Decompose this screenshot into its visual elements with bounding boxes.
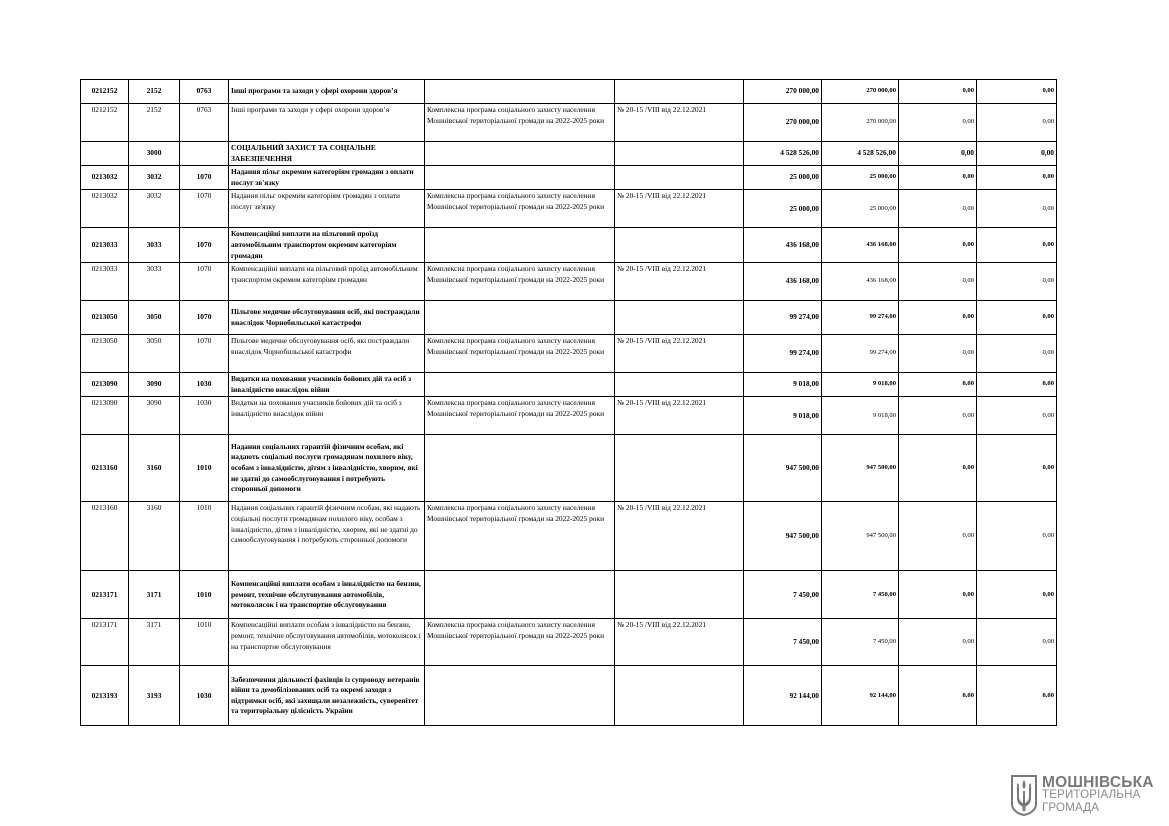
cell-local-program [425,166,615,190]
cell-total: 9 018,00 [744,397,822,435]
table-row [81,263,1057,301]
cell-development-budget: 0,00 [977,166,1057,190]
cell-local-program [425,80,615,104]
cell-general-fund: 4 528 526,00 [822,142,899,166]
table-row [81,104,1057,142]
cell-general-fund: 99 274,00 [822,335,899,373]
cell-program-name: Пільгове медичне обслуговування осіб, які постраждали внаслідок Чорнобильської катастрофи [229,301,425,335]
cell-local-program: Комплексна програма соціального захисту населення Мошнівської територіальної громади на 2022-2025 роки [425,263,615,301]
table-row-group [81,166,1057,190]
table-row-group [81,435,1057,502]
cell-special-fund: 0,00 [899,502,977,571]
cell-development-budget: 0,00 [977,666,1057,726]
cell-special-fund: 0,00 [899,571,977,619]
cell-special-fund: 0,00 [899,301,977,335]
cell-tpkvk: 3033 [129,263,180,301]
cell-program-code: 0213033 [81,263,129,301]
cell-special-fund: 0,00 [899,619,977,666]
table-row-group [81,571,1057,619]
cell-general-fund: 99 274,00 [822,301,899,335]
table-row [81,335,1057,373]
cell-special-fund: 0,00 [899,104,977,142]
cell-program-name: Надання соціальних гарантій фізичним особам, які надають соціальні послуги громадянам похилого віку, особам з інвалідністю, дітям з інвалідністю, хворим, які не здатні до самообслуговування і потребують сторонньої допомоги [229,435,425,502]
cell-total: 99 274,00 [744,301,822,335]
cell-local-program [425,571,615,619]
cell-decision: № 20-15 /VIII від 22.12.2021 [615,104,744,142]
cell-program-code: 0213160 [81,502,129,571]
cell-fkvk: 1030 [180,397,229,435]
cell-program-code: 0213032 [81,166,129,190]
table-row [81,619,1057,666]
cell-development-budget: 0,00 [977,335,1057,373]
cell-general-fund: 9 018,00 [822,373,899,397]
cell-general-fund: 92 144,00 [822,666,899,726]
table-row-group [81,80,1057,104]
cell-tpkvk: 3171 [129,571,180,619]
cell-total: 25 000,00 [744,166,822,190]
cell-development-budget: 0,00 [977,397,1057,435]
cell-general-fund: 7 450,00 [822,619,899,666]
cell-general-fund: 947 500,00 [822,435,899,502]
cell-program-name: Компенсаційні виплати на пільговий проїзд автомобільним транспортом окремим категоріям громадян [229,228,425,263]
cell-tpkvk: 3160 [129,435,180,502]
cell-special-fund: 0,00 [899,80,977,104]
cell-decision: № 20-15 /VIII від 22.12.2021 [615,619,744,666]
cell-development-budget: 0,00 [977,571,1057,619]
cell-development-budget: 0,00 [977,142,1057,166]
cell-decision [615,228,744,263]
cell-program-name: Пільгове медичне обслуговування осіб, які постраждали внаслідок Чорнобильської катастрофи [229,335,425,373]
cell-tpkvk: 3032 [129,190,180,228]
cell-general-fund: 436 168,00 [822,228,899,263]
cell-fkvk: 1010 [180,619,229,666]
cell-tpkvk: 3050 [129,301,180,335]
cell-local-program [425,373,615,397]
cell-program-code: 0213032 [81,190,129,228]
cell-local-program: Комплексна програма соціального захисту населення Мошнівської територіальної громади на 2022-2025 роки [425,104,615,142]
budget-programs-table [80,79,1057,726]
cell-program-code: 0213193 [81,666,129,726]
cell-local-program [425,301,615,335]
cell-general-fund: 25 000,00 [822,190,899,228]
cell-special-fund: 0,00 [899,142,977,166]
cell-decision: № 20-15 /VIII від 22.12.2021 [615,397,744,435]
cell-local-program [425,666,615,726]
cell-total: 270 000,00 [744,80,822,104]
cell-fkvk: 1010 [180,502,229,571]
cell-fkvk: 1010 [180,571,229,619]
cell-fkvk: 1070 [180,228,229,263]
cell-local-program: Комплексна програма соціального захисту населення Мошнівської територіальної громади на 2022-2025 роки [425,397,615,435]
cell-local-program: Комплексна програма соціального захисту населення Мошнівської територіальної громади на 2022-2025 роки [425,619,615,666]
cell-program-code [81,142,129,166]
cell-special-fund: 0,00 [899,435,977,502]
cell-program-name: СОЦІАЛЬНИЙ ЗАХИСТ ТА СОЦІАЛЬНЕ ЗАБЕЗПЕЧЕННЯ [229,142,425,166]
cell-fkvk: 1070 [180,166,229,190]
cell-program-name: Надання пільг окремим категоріям громадян з оплати послуг зв'язку [229,166,425,190]
table-row [81,397,1057,435]
cell-tpkvk: 3032 [129,166,180,190]
cell-program-code: 0213033 [81,228,129,263]
cell-tpkvk: 3160 [129,502,180,571]
cell-general-fund: 7 450,00 [822,571,899,619]
cell-development-budget: 0,00 [977,502,1057,571]
cell-fkvk: 1010 [180,435,229,502]
cell-program-code: 0212152 [81,104,129,142]
cell-program-name: Компенсаційні виплати особам з інвалідністю на бензин, ремонт, технічне обслуговування автомобілів, мотоколясок і на транспортне обслуговування [229,619,425,666]
cell-general-fund: 9 018,00 [822,397,899,435]
cell-fkvk: 0763 [180,104,229,142]
cell-total: 25 000,00 [744,190,822,228]
cell-decision [615,301,744,335]
cell-development-budget: 0,00 [977,104,1057,142]
cell-tpkvk: 2152 [129,80,180,104]
cell-program-name: Компенсаційні виплати особам з інвалідністю на бензин, ремонт, технічне обслуговування автомобілів, мотоколясок і на транспортне обслуговування [229,571,425,619]
cell-program-code: 0213160 [81,435,129,502]
cell-decision [615,80,744,104]
cell-special-fund: 0,00 [899,263,977,301]
table-row-group [81,301,1057,335]
cell-program-code: 0212152 [81,80,129,104]
cell-special-fund: 0,00 [899,190,977,228]
table-row [81,190,1057,228]
cell-total: 92 144,00 [744,666,822,726]
cell-total: 99 274,00 [744,335,822,373]
cell-program-code: 0213090 [81,373,129,397]
cell-special-fund: 0,00 [899,666,977,726]
cell-general-fund: 436 168,00 [822,263,899,301]
cell-total: 4 528 526,00 [744,142,822,166]
cell-development-budget: 0,00 [977,190,1057,228]
cell-special-fund: 0,00 [899,166,977,190]
cell-total: 9 018,00 [744,373,822,397]
cell-total: 947 500,00 [744,435,822,502]
cell-total: 7 450,00 [744,571,822,619]
cell-program-name: Видатки на поховання учасників бойових дій та осіб з інвалідністю внаслідок війни [229,397,425,435]
cell-tpkvk: 2152 [129,104,180,142]
trident-emblem-icon [1010,774,1038,816]
cell-local-program: Комплексна програма соціального захисту населення Мошнівської територіальної громади на 2022-2025 роки [425,190,615,228]
cell-development-budget: 0,00 [977,263,1057,301]
cell-tpkvk: 3193 [129,666,180,726]
cell-fkvk: 1070 [180,190,229,228]
cell-program-name: Надання соціальних гарантій фізичним особам, які надають соціальні послуги громадянам похилого віку, особам з інвалідністю, дітям з інвалідністю, хворим, які не здатні до самообслуговування і потребують сторонньої допомоги [229,502,425,571]
cell-general-fund: 270 000,00 [822,104,899,142]
cell-fkvk: 0763 [180,80,229,104]
cell-total: 436 168,00 [744,263,822,301]
cell-development-budget: 0,00 [977,301,1057,335]
cell-decision: № 20-15 /VIII від 22.12.2021 [615,335,744,373]
cell-program-code: 0213050 [81,335,129,373]
cell-tpkvk: 3090 [129,373,180,397]
logo-subtitle-1: ТЕРИТОРІАЛЬНА [1042,789,1141,801]
cell-program-name: Забезпечення діяльності фахівців із супроводу ветеранів війни та демобілізованих осіб та окремі заходи з підтримки осіб, які захищали незалежність, суверенітет та територіальну цілісність України [229,666,425,726]
cell-local-program: Комплексна програма соціального захисту населення Мошнівської територіальної громади на 2022-2025 роки [425,335,615,373]
cell-development-budget: 0,00 [977,228,1057,263]
cell-program-name: Інші програми та заходи у сфері охорони здоров’я [229,104,425,142]
cell-tpkvk: 3171 [129,619,180,666]
cell-general-fund: 947 500,00 [822,502,899,571]
cell-development-budget: 0,00 [977,373,1057,397]
table-row-group [81,666,1057,726]
cell-fkvk: 1030 [180,373,229,397]
cell-special-fund: 0,00 [899,397,977,435]
cell-development-budget: 0,00 [977,435,1057,502]
cell-decision [615,142,744,166]
cell-total: 436 168,00 [744,228,822,263]
cell-local-program [425,435,615,502]
cell-local-program [425,142,615,166]
cell-local-program: Комплексна програма соціального захисту населення Мошнівської територіальної громади на 2022-2025 роки [425,502,615,571]
cell-decision [615,166,744,190]
cell-program-name: Компенсаційні виплати на пільговий проїзд автомобільним транспортом окремим категоріям громадян [229,263,425,301]
table-row-group [81,373,1057,397]
cell-decision [615,666,744,726]
cell-total: 270 000,00 [744,104,822,142]
cell-decision: № 20-15 /VIII від 22.12.2021 [615,502,744,571]
cell-program-code: 0213050 [81,301,129,335]
community-logo [1010,774,1160,816]
logo-subtitle-2: ГРОМАДА [1042,802,1100,814]
cell-total: 947 500,00 [744,502,822,571]
cell-decision [615,435,744,502]
table-row-group [81,228,1057,263]
table-row [81,502,1057,571]
cell-tpkvk: 3033 [129,228,180,263]
cell-fkvk [180,142,229,166]
cell-fkvk: 1070 [180,301,229,335]
cell-general-fund: 25 000,00 [822,166,899,190]
cell-program-code: 0213171 [81,571,129,619]
cell-tpkvk: 3000 [129,142,180,166]
cell-development-budget: 0,00 [977,80,1057,104]
cell-decision [615,373,744,397]
cell-local-program [425,228,615,263]
table-body [81,80,1057,726]
cell-program-name: Інші програми та заходи у сфері охорони здоров’я [229,80,425,104]
cell-fkvk: 1070 [180,263,229,301]
cell-tpkvk: 3090 [129,397,180,435]
cell-program-name: Видатки на поховання учасників бойових дій та осіб з інвалідністю внаслідок війни [229,373,425,397]
cell-special-fund: 0,00 [899,335,977,373]
table-row-group [81,142,1057,166]
cell-general-fund: 270 000,00 [822,80,899,104]
cell-decision: № 20-15 /VIII від 22.12.2021 [615,190,744,228]
cell-program-code: 0213090 [81,397,129,435]
cell-fkvk: 1030 [180,666,229,726]
cell-fkvk: 1070 [180,335,229,373]
cell-special-fund: 0,00 [899,228,977,263]
cell-special-fund: 0,00 [899,373,977,397]
cell-decision [615,571,744,619]
cell-development-budget: 0,00 [977,619,1057,666]
cell-program-name: Надання пільг окремим категоріям громадян з оплати послуг зв'язку [229,190,425,228]
cell-tpkvk: 3050 [129,335,180,373]
cell-program-code: 0213171 [81,619,129,666]
cell-total: 7 450,00 [744,619,822,666]
logo-title: МОШНІВСЬКА [1042,774,1154,791]
cell-decision: № 20-15 /VIII від 22.12.2021 [615,263,744,301]
